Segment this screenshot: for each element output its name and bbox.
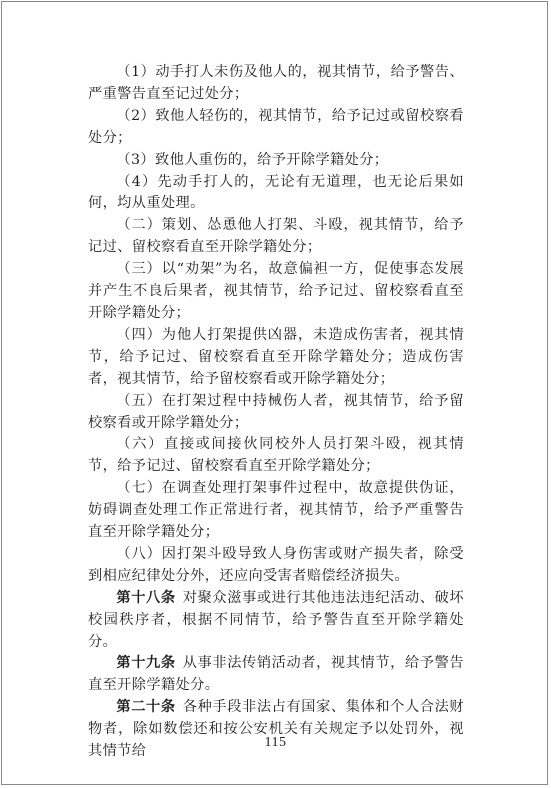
paragraph-clause-8 <box>88 544 464 588</box>
paragraph-text: （4）先动手打人的，无论有无道理，也无论后果如何，均从重处理。 <box>88 173 464 212</box>
article-text: 各种手段非法占有国家、集体和个人合法财物者，除如数偿还和按公安机关有关规定予以处罚外，视其情节给 <box>88 699 464 760</box>
article-text: 从事非法传销活动者，视其情节，给予警告直至开除学籍处分。 <box>88 655 464 694</box>
paragraph-item-1 <box>88 62 464 106</box>
paragraph-text: （八）因打架斗殴导致人身伤害或财产损失者，除受到相应纪律处分外，还应向受害者赔偿经济损失。 <box>88 545 464 584</box>
paragraph-text: （五）在打架过程中持械伤人者，视其情节，给予留校察看或开除学籍处分； <box>88 392 464 431</box>
paragraph-text: （四）为他人打架提供凶器，未造成伤害者，视其情节，给予记过、留校察看直至开除学籍处分；造成伤害者，视其情节，给予留校察看或开除学籍处分； <box>88 326 464 387</box>
paragraph-clause-7 <box>88 478 464 544</box>
paragraph-text: （六）直接或间接伙同校外人员打架斗殴，视其情节，给予记过、留校察看直至开除学籍处分； <box>88 436 464 475</box>
article-heading: 第十八条 <box>116 589 176 606</box>
paragraph-text: （七）在调查处理打架事件过程中，故意提供伪证，妨碍调查处理工作正常进行者，视其情节，给予严重警告直至开除学籍处分； <box>88 480 464 541</box>
article-20 <box>88 697 464 763</box>
paragraph-clause-5 <box>88 391 464 435</box>
paragraph-text: （1）动手打人未伤及他人的，视其情节，给予警告、严重警告直至记过处分； <box>88 64 464 102</box>
article-heading: 第十九条 <box>116 655 176 672</box>
page-number: 115 <box>264 735 287 750</box>
paragraph-item-2 <box>88 106 464 150</box>
paragraph-clause-3 <box>88 259 464 325</box>
article-text: 对聚众滋事或进行其他违法违纪活动、破坏校园秩序者，根据不同情节，给予警告直至开除学籍处分。 <box>88 589 464 650</box>
paragraph-item-3 <box>88 150 464 172</box>
paragraph-text: （二）策划、怂恿他人打架、斗殴，视其情节，给予记过、留校察看直至开除学籍处分； <box>88 217 464 256</box>
paragraph-item-4 <box>88 172 464 216</box>
paragraph-text: （三）以“劝架”为名，故意偏袒一方，促使事态发展并产生不良后果者，视其情节，给予记过、留校察看直至开除学籍处分； <box>88 261 464 321</box>
paragraph-text: （2）致他人轻伤的，视其情节，给予记过或留校察看处分； <box>88 107 464 146</box>
article-19 <box>88 653 464 697</box>
paragraph-clause-2 <box>88 215 464 259</box>
article-18 <box>88 588 464 654</box>
document-body <box>88 62 464 763</box>
paragraph-clause-4 <box>88 325 464 391</box>
article-heading: 第二十条 <box>116 699 176 716</box>
paragraph-clause-6 <box>88 434 464 478</box>
paragraph-text: （3）致他人重伤的，给予开除学籍处分； <box>116 151 389 168</box>
